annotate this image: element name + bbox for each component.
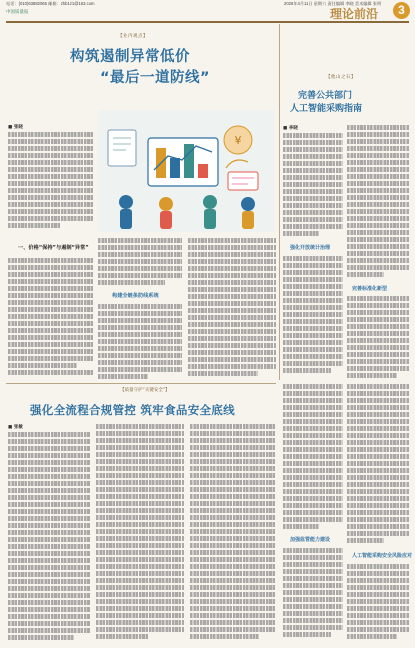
paper-name: 中国质量报 <box>6 10 29 15</box>
lead-text-col1-top <box>8 132 94 242</box>
right-text-col1-top <box>283 133 343 245</box>
lead-byline: ■ 张晓 <box>8 125 23 130</box>
right-text-col2-top <box>347 125 409 285</box>
svg-text:¥: ¥ <box>234 134 242 147</box>
lead-headline-line1: 构筑遏制异常低价 <box>70 49 190 65</box>
right-headline-line1: 完善公共部门 <box>298 91 353 101</box>
right-byline: ■ 李晓 <box>283 126 298 131</box>
header-rule <box>6 21 409 23</box>
right-text-col2-lower <box>347 384 409 550</box>
lead-text-col3 <box>188 238 276 380</box>
bottom-text-col2 <box>96 424 184 644</box>
right-subhead-1: 强化开放统计治理 <box>290 245 331 251</box>
right-text-col1-lower <box>283 384 343 534</box>
right-text-col1-end <box>283 548 343 644</box>
right-text-col2-end <box>347 564 409 644</box>
date-editor-info: 2026年4月11日 星期六 责任编辑 李晓 美术编辑 张明 <box>284 1 382 6</box>
section-title: 理论前沿 <box>330 7 379 21</box>
bottom-text-col1 <box>8 432 90 644</box>
lead-headline-line2: “最后一道防线” <box>100 70 211 86</box>
lead-subhead-2: 构建全链条防线系统 <box>112 293 159 299</box>
page-number-badge: 3 <box>393 2 410 19</box>
page-header <box>0 0 415 22</box>
right-text-col1-bottom <box>283 256 343 380</box>
right-tag: 【他山之石】 <box>326 75 356 80</box>
contact-info: 电话：(010)63882065 邮箱：zhb1z1@163.com <box>6 1 95 6</box>
lead-text-col2-top <box>98 238 182 290</box>
lead-tag: 【业内观点】 <box>118 34 148 39</box>
bottom-text-col3 <box>190 424 276 644</box>
right-subhead-4: 人工智能采购安全风险应对 <box>352 553 413 559</box>
lead-illustration <box>98 110 274 232</box>
right-text-col2-bottom <box>347 296 409 380</box>
section-divider <box>6 383 276 384</box>
bottom-headline: 强化全流程合规管控 筑牢食品安全底线 <box>30 403 235 417</box>
bottom-tag: 【质量守护“关键安全”】 <box>120 388 170 393</box>
lead-subhead-1: 一、价格“保持”与遏制“异常” <box>18 245 89 251</box>
right-headline-line2: 人工智能采购指南 <box>290 104 363 114</box>
column-divider <box>279 24 280 380</box>
right-subhead-2: 完善标准化新型 <box>352 286 388 292</box>
lead-text-col2-bottom <box>98 304 182 380</box>
lead-text-col1-bottom <box>8 258 94 380</box>
bottom-byline: ■ 张敏 <box>8 425 23 430</box>
right-subhead-3: 加强监管能力建设 <box>290 537 331 543</box>
